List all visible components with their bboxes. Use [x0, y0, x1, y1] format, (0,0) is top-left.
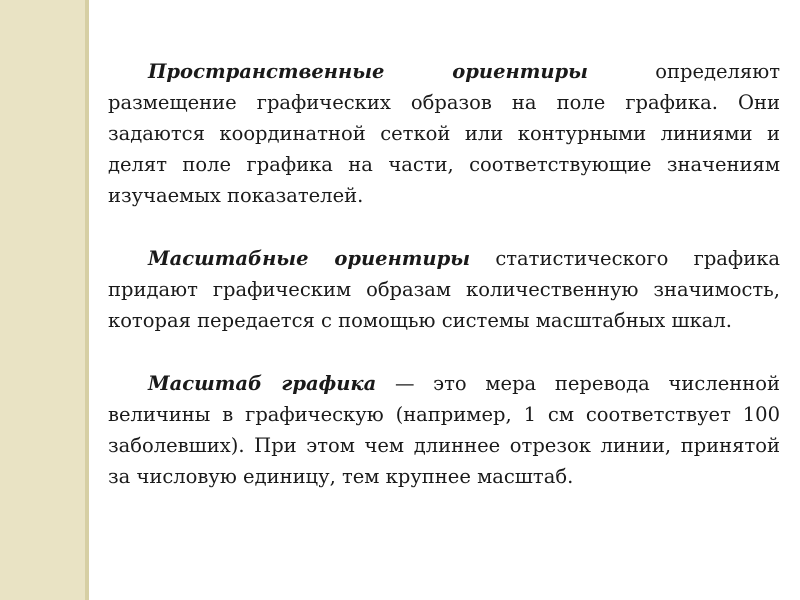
term-scale-landmarks: Масштабные ориентиры [148, 247, 471, 270]
term-chart-scale: Масштаб графика [148, 372, 377, 395]
paragraph-scale-landmarks [108, 243, 780, 336]
slide-content [108, 56, 780, 524]
decorative-side-line [85, 0, 89, 600]
definition-chart-scale: — это мера перевода численной величины в графическую (например, 1 см соответствует 100 заболевших). При этом чем длиннее отрезок линии, принятой за числовую единицу, тем крупнее масштаб. [108, 372, 781, 488]
paragraph-chart-scale [108, 368, 780, 492]
term-spatial-landmarks: Пространственные ориентиры [148, 60, 588, 83]
definition-spatial-landmarks: определяют размещение графических образов на поле графика. Они задаются координатной сеткой или контурными линиями и делят поле графика на части, соответствующие значениям изучаемых показателей. [108, 60, 780, 207]
decorative-side-bar [0, 0, 85, 600]
definition-scale-landmarks: статистического графика придают графическим образам количественную значимость, которая передается с помощью системы масштабных шкал. [108, 247, 781, 332]
paragraph-spatial-landmarks [108, 56, 780, 211]
